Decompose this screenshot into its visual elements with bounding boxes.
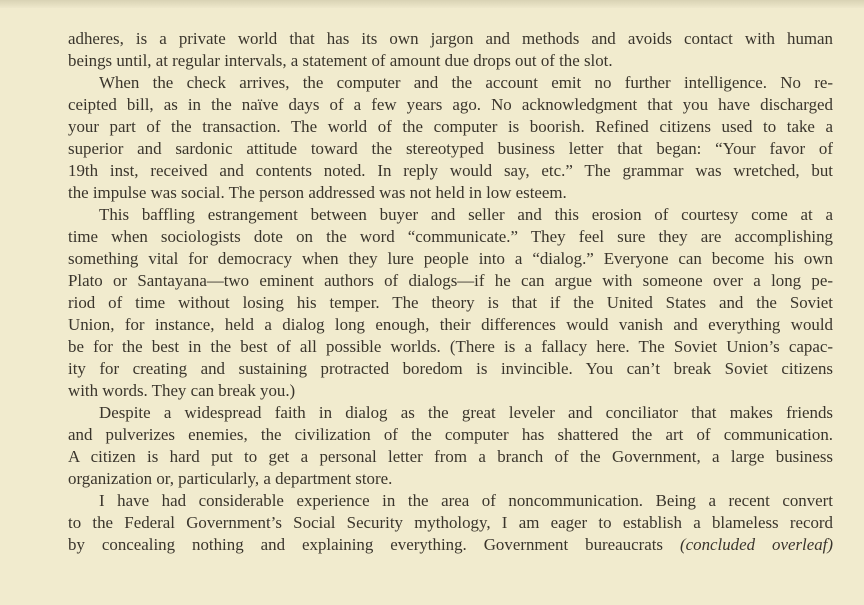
- text-line: the impulse was social. The person addressed was not held in low esteem.: [68, 183, 567, 202]
- text-line: riod of time without losing his temper. The theory is that if the United States and the Soviet: [68, 293, 833, 312]
- text-line: and pulverizes enemies, the civilization of the computer has shattered the art of communication.: [68, 425, 833, 444]
- text-line: ity for creating and sustaining protracted boredom is invincible. You can’t break Soviet citizens: [68, 359, 833, 378]
- text-line: something vital for democracy when they lure people into a “dialog.” Everyone can become his own: [68, 249, 833, 268]
- overleaf-note: (concluded overleaf): [680, 535, 833, 554]
- text-line: When the check arrives, the computer and the account emit no further intelligence. No re-: [99, 73, 833, 92]
- text-line: beings until, at regular intervals, a statement of amount due drops out of the slot.: [68, 51, 613, 70]
- text-line: I have had considerable experience in the area of noncommunication. Being a recent convert: [99, 491, 833, 510]
- text-line: This baffling estrangement between buyer and seller and this erosion of courtesy come at a: [99, 205, 833, 224]
- text-line-final: by concealing nothing and explaining everything. Government bureaucrats: [68, 535, 663, 554]
- text-line: Plato or Santayana—two eminent authors of dialogs—if he can argue with someone over a long pe-: [68, 271, 833, 290]
- text-line: be for the best in the best of all possible worlds. (There is a fallacy here. The Soviet Union’s capac-: [68, 337, 833, 356]
- text-line: organization or, particularly, a department store.: [68, 469, 393, 488]
- text-line: adheres, is a private world that has its own jargon and methods and avoids contact with human: [68, 29, 833, 48]
- text-line: Union, for instance, held a dialog long enough, their differences would vanish and everything would: [68, 315, 833, 334]
- text-line: with words. They can break you.): [68, 381, 296, 400]
- text-line: A citizen is hard put to get a personal letter from a branch of the Government, a large business: [68, 447, 833, 466]
- text-line: time when sociologists dote on the word “communicate.” They feel sure they are accomplishing: [68, 227, 833, 246]
- text-line: ceipted bill, as in the naïve days of a few years ago. No acknowledgment that you have discharged: [68, 95, 833, 114]
- text-line: Despite a widespread faith in dialog as the great leveler and conciliator that makes friends: [99, 403, 833, 422]
- text-line-with-overleaf: [68, 534, 833, 556]
- text-line: your part of the transaction. The world of the computer is boorish. Refined citizens used to take a: [68, 117, 833, 136]
- text-line: superior and sardonic attitude toward the stereotyped business letter that began: “Your favor of: [68, 139, 833, 158]
- text-line: to the Federal Government’s Social Security mythology, I am eager to establish a blameless record: [68, 513, 833, 532]
- text-line: 19th inst, received and contents noted. In reply would say, etc.” The grammar was wretched, but: [68, 161, 833, 180]
